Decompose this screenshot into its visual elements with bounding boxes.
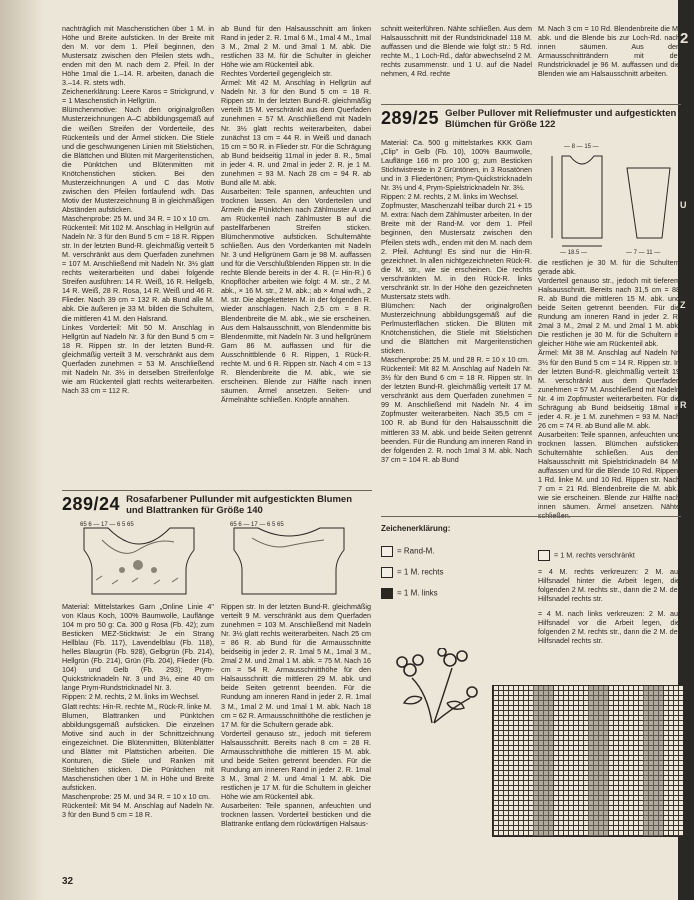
paragraph: Zopfmuster, Maschenzahl teilbar durch 21 + 15 M. extra: Nach dem Zählmuster arbeiten. In der Breite mit der Rand-M. vor dem 1. Pfeil beginnen, den Mustersatz zwischen den Pfeilen stets wdh., enden mit den M. nach dem 2. Pfeil. Achtung! Es sind nur die Hin-R. gezeichnet. In allen nichtgezeichneten Rück-R. die M. str., wie sie erscheinen. Die rechts verschränkten M. in den Rück-R. links verschränkt str. In der Höhe den gezeichneten Mustersatz stets wdh. [381, 201, 533, 301]
legend-item: = 4 M. nach links verkreuzen: 2 M. auf Hilfsnadel vor die Arbeit legen, die folgenden 2 M. rechts str., dann die 2 M. der Hilfsnadel rechts str. [538, 609, 680, 646]
schematic-label: 65 6 — 17 — 6 5 65 [230, 522, 284, 528]
paragraph: nachträglich mit Maschenstichen über 1 M. in Höhe und Breite aufsticken. In der Breite mit den M. vor dem 1. Pfeil beginnen, den Mustersatz zwischen den Pfeilen stets wdh., enden mit den M. nach dem 2. Pfeil. In der Höhe 1mal die 1.–14. R. arbeiten, danach die 3.–14. R. stets wdh. [62, 24, 214, 88]
paragraph: Zeichenerklärung: Leere Karos = Strickgrund, v = 1 Maschenstich in Hellgrün. [62, 87, 214, 106]
text-column-2-lower [221, 602, 371, 828]
paragraph: Blumen, Blattranken und Pünktchen abbildungsgemäß aufsticken. Die einzelnen Motive sind auch in der Schnittzeichnung eingezeichnet. Die Blütenmitten, Blütenblätter und Blätter mit Plattstichen arbeiten. Die Konturen, die Stiele und Ranken mit Stielstichen sticken. Die Pünktchen mit Maschenstichen über 1 M. in Höhe und Breite aufsticken. [62, 710, 214, 792]
legend-title: Zeichenerklärung: [381, 524, 451, 533]
paragraph: ab Bund für den Halsausschnitt am linken Rand in jeder 2. R. 1mal 6 M., 1mal 4 M., 1mal 3 M., 2mal 2 M. und 3mal 1 M. abk. Die restlichen 33 M. für die Schulter in gleicher Höhe wie am Rückenteil abk. [221, 24, 371, 70]
edge-letter: Z [680, 300, 686, 310]
paragraph: Vorderteil genauso str., jedoch mit tieferem Halsausschnitt. Bereits nach 31,5 cm = 88 R. ab Bund die mittleren 15 M. abk. und beide Seiten getrennt beenden. Für die Rundung am inneren Rand in jeder 2. R. 2mal 3 M., 2mal 2 M. und 2mal 1 M. abk. Die restlichen je 30 M. für die Schultern in gleicher Höhe wie am Rückenteil abk. [538, 276, 680, 349]
flower-motif [133, 560, 143, 570]
edge-letter: R [680, 400, 687, 410]
flower-motif [119, 567, 125, 573]
paragraph: Blümchen: Nach der originalgroßen Musterzeichnung abbildungsgemäß auf die Perlmusterflächen sticken. Die Blüten mit Knötchenstichen, die Stiele mit Stielstichen und die Blättchen mit Margeritenstichen sticken. [381, 300, 532, 356]
edge-letter: U [680, 200, 687, 210]
knit-stitch-icon [381, 567, 393, 578]
pattern-number: 289/24 [62, 494, 121, 514]
purl-stitch-icon [381, 588, 393, 599]
schematic-label: — 18.5 — [560, 250, 588, 256]
page-number: 32 [62, 876, 74, 887]
schematic-label: 65 6 — 17 — 6 5 65 [80, 522, 134, 528]
paragraph: Maschenprobe: 25 M. und 28 R. = 10 x 10 cm. [381, 355, 530, 365]
paragraph: Ausarbeiten: Teile spannen, anfeuchten und trocknen lassen. Vorderteil besticken und die Blattranke entlang dem rückwärtigen Halsaus- [221, 801, 371, 829]
paragraph: Vorderteil genauso str., jedoch mit tieferem Halsausschnitt. Bereits nach 8 cm = 28 R. Armausschnitthöhe die mittleren 15 M. abk. und beide Seiten getrennt beenden. Für die Rundung am inneren Rand in jeder 2. R. 1mal 3 M., 3mal 2 M. und 4mal 1 M. abk. Die restlichen je 17 M. für die Schultern in gleicher Höhe wie am Rückenteil abk. [221, 728, 371, 801]
schematic-label: — 8 — 15 — [564, 144, 599, 150]
divider [381, 104, 681, 105]
paragraph: Material: Mittelstarkes Garn „Online Linie 4" von Klaus Koch, 100% Baumwolle, Lauflänge 104 m pro 50 g: Ca. 300 g Rosa (Fb. 42); zum Besticken MEZ-Sticktwist: Je ein Strang Hellblau (Fb. 117), Lavendelblau (Fb. 118), helles Blaugrün (Fb. 928), Gelbgrün (Fb. 214), Hellgrün (Fb. 214), Grün (Fb. 204), Flieder (Fb. 104) und Gelb (Fb. 293); Prym-Quickstricknadeln Nr. 3 und 3½, eine 40 cm lange Prym-Rundstricknadel Nr. 3. [62, 602, 214, 693]
paragraph: Linkes Vorderteil: Mit 50 M. Anschlag in Hellgrün auf Nadeln Nr. 3 für den Bund 5 cm = 18 R. Rippen str. In der letzten Bund-R. gleichmäßig verteilt 3 M. verschränkt aus dem Querfaden zunehmen = 53 M. Anschließend mit Nadeln Nr. 3½ in derselben Streifenfolge wie am Rückenteil glatt rechts weiterarbeiten. Nach 33 cm = 112 R. [62, 322, 214, 395]
chart-cable-column [588, 686, 608, 836]
paragraph: Rippen str. In der letzten Bund-R. gleichmäßig verteilt 9 M. verschränkt aus dem Querfaden zunehmen = 103 M. Anschließend mit Nadeln Nr. 3½ glatt rechts weiterarbeiten. Nach 25 cm = 86 R. ab Bund für die Armausschnitte beidseitig in jeder 2. R. 1mal 5 M., 1mal 3 M., 2mal 2 M. und 2mal 1 M. abk. = 75 M. Nach 16 cm = 54 R. Armausschnitthöhe für den Halsausschnitt die mittleren 29 M. abk. und beide Seiten getrennt beenden. Für die Rundung am inneren Rand in jeder 2. R. 1mal 3 M., 1mal 2 M. und 1mal 1 M. abk. Nach 18 cm = 62 R. Armausschnitthöhe die restlichen je 17 M. für die Schultern gerade abk. [221, 602, 372, 729]
twisted-stitch-icon [538, 550, 550, 561]
edge-letter: 2 [680, 30, 689, 47]
legend-item: = Rand-M. [381, 546, 531, 557]
text-column-4-lower [538, 258, 680, 520]
paragraph: Rückenteil: Mit 102 M. Anschlag in Hellgrün auf Nadeln Nr. 3 für den Bund 5 cm = 18 R. Rippen str. In der letzten Bund-R. gleichmäßig verteilt 5 M. verschränkt aus dem Querfaden zunehmen = 107 M. Anschließend mit Nadeln Nr. 3½ glatt rechts weiterarbeiten und dabei folgende Streifen ausführen: 14 R. Weiß, 16 R. Hellgelb, 14 R. Weiß, 28 R. Rosa, 14 R. Weiß und 46 R. Flieder. Nach 39 cm = 132 R. ab Bund alle M. abk. Die äußeren je 33 M. bilden die Schultern, die mittleren 41 M. den Halsrand. [62, 223, 214, 323]
page-spine-shadow [0, 0, 42, 900]
schematic-label: — 7 — 11 — [626, 250, 661, 256]
paragraph: schnitt weiterführen. Nähte schließen. Aus dem Halsausschnitt mit der Rundstricknadel 118 M. auffassen und die Blende wie folgt str.: 5 Rd. rechte M., 1 Loch-Rd., dafür abwechselnd 2 M. rechts zusammenstr. und 1 U. auf die Nadel nehmen, 4 Rd. rechte [381, 24, 532, 79]
legend-right [538, 550, 680, 645]
edge-stitch-icon [381, 546, 393, 557]
divider [381, 516, 681, 517]
paragraph: Blümchenmotive: Nach den originalgroßen Musterzeichnungen A–C abbildungsgemäß auf die weißen Streifen der Vorderteile, des Rückenteils und der Ärmel sticken. Die Stiele und die geschwungenen Linien mit Stielstichen, die Blättchen und Blüten mit Margeritenstichen, die Pünktchen und Blütenmitten mit Knötchenstichen sticken. Bei den Musterzeichnungen A und C das Motiv zwischen den Pfeilen fortlaufend wdh. Das Motiv der Musterzeichnung B in gleichmäßigen Abständen aufsticken. [62, 105, 214, 214]
chart-cable-column [533, 686, 553, 836]
paragraph: Rechtes Vorderteil gegengleich str. [221, 69, 333, 79]
paragraph: Rippen: 2 M. rechts, 2 M. links im Wechsel. [62, 692, 200, 702]
legend-item: = 1 M. rechts [381, 567, 531, 578]
pattern-title: Rosafarbener Pullunder mit aufgestickten Blumen und Blattranken für Größe 140 [126, 494, 352, 516]
cable-knitting-chart [492, 685, 684, 837]
text-column-1 [62, 24, 214, 395]
paragraph: Material: Ca. 500 g mittelstarkes KKK Garn „Clip" in Gelb (Fb. 10), 100% Baumwolle, Lauflänge 166 m pro 100 g; zum Besticken Sticktwistreste in 2 Grüntönen, in 3 Rosatönen und in 3 Fliedertönen; Prym-Quickstricknadeln Nr. 3½ und 4, Prym-Spielstricknadeln Nr. 3½. [381, 138, 532, 193]
pattern-number: 289/25 [381, 108, 440, 128]
legend-left [381, 524, 531, 599]
divider [62, 490, 372, 491]
text-column-4 [538, 24, 680, 78]
pattern-heading-289-24 [62, 494, 372, 516]
flower-embroidery-motif [392, 648, 482, 728]
pattern-title: Gelber Pullover mit Reliefmuster und aufgestickten Blümchen für Größe 122 [445, 108, 677, 130]
paragraph: Maschenprobe: 25 M. und 34 R. = 10 x 10 cm. [62, 213, 211, 223]
legend-item: = 1 M. rechts verschränkt [538, 550, 680, 561]
garment-schematic-289-25 [542, 138, 682, 256]
chart-cable-column [643, 686, 663, 836]
legend-item: = 4 M. rechts verkreuzen: 2 M. auf Hilfsnadel hinter die Arbeit legen, die folgenden 2 M. rechts str., dann die 2 M. der Hilfsnadel rechts str. [538, 567, 680, 604]
paragraph: Ausarbeiten: Teile spannen, anfeuchten und trocknen lassen. An den Vorderteilen und Ärmeln die Pünktchen nach Zählmuster A und am Rückenteil nach Zählmuster B auf die pastellfarbenen Streifen sticken. Blümchenmotive aufsticken. Schulternähte schließen. Aus den Vorderkanten mit Nadeln Nr. 3 und Hellgrünem Garn je 98 M. auffassen und für die Verschlußblenden Rippen str. In die rechte Blende bereits in der 4. R. (= Hin-R.) 6 Knopflöcher arbeiten wie folgt: 4 M. str., 2 M. abk., × 16 M. str., 2 M. abk.; ab × 4mal wdh., 2 M. str. Die abgeketteten M. in der folgenden R. wieder anschlagen. Nach 2,5 cm = 8 R. Blendenbreite die M. abk., wie sie erscheinen. Aus dem Halsausschnitt, von Blendenmitte bis Blendenmitte, mit Nadeln Nr. 3 und hellgrünem Garn 86 M. auffassen und für die Ausschnittblende 6 R. Rippen, 1 Rück-R. rechte M. und 6 R. Rippen str. Nach 4 cm = 13 R. Blendenbreite die M. abk., wie sie erscheinen. Blende zur Hälfte nach innen säumen. Ärmel ansetzen. Seiten- und Ärmelnähte schließen. Knöpfe annähen. [221, 186, 371, 404]
paragraph: M. Nach 3 cm = 10 Rd. Blendenbreite die M. abk. und die Blende bis zur Loch-Rd. nach innen säumen. Aus den Armausschnitträndern mit der Rundstricknadel je 96 M. auffassen und die Blenden wie am Halsausschnitt arbeiten. [538, 24, 680, 79]
paragraph: Ärmel: Mit 42 M. Anschlag in Hellgrün auf Nadeln Nr. 3 für den Bund 5 cm = 18 R. Rippen str. In der letzten Bund-R. gleichmäßig verteilt 15 M. verschränkt aus dem Querfaden zunehmen = 57 M. Anschließend mit Nadeln Nr. 3½ glatt rechts weiterarbeiten, dabei zunächst 13 cm = 44 R. in Weiß und danach 15 cm = 50 R. in Flieder str. Für die Schrägung ab Bund beidseitig 11mal in jeder 8. R., 5mal in jeder 4. R. und 2mal in jeder 2. R. je 1 M. zunehmen = 93 M. Nach 28 cm = 94 R. ab Bund alle M. abk. [221, 78, 371, 187]
flower-motif [151, 567, 157, 573]
paragraph: Rippen: 2 M. rechts, 2 M. links im Wechsel. [381, 192, 519, 202]
paragraph: Glatt rechts: Hin-R. rechte M., Rück-R. linke M. [62, 701, 212, 711]
legend-item: = 1 M. links [381, 588, 531, 599]
text-column-3-lower [381, 138, 532, 464]
text-column-3 [381, 24, 532, 78]
paragraph: die restlichen je 30 M. für die Schultern gerade abk. [538, 258, 680, 277]
text-column-1-lower [62, 602, 214, 819]
paragraph: Maschenprobe: 25 M. und 34 R. = 10 x 10 cm. [62, 791, 211, 801]
garment-schematic-289-24 [62, 520, 372, 598]
paragraph: Rückenteil: Mit 82 M. Anschlag auf Nadeln Nr. 3½ für den Bund 6 cm = 18 R. Rippen str. In der letzten Bund-R. gleichmäßig verteilt 17 M. verschränkt aus dem Querfaden zunehmen = 99 M. Anschließend mit Nadeln Nr. 4 im Zopfmuster weiterarbeiten. Nach 35,5 cm = 100 R. ab Bund für den Halsausschnitt die mittleren 33 M. abk. und beide Seiten getrennt beenden. Für die Rundung am inneren Rand in der folgenden 2. R. noch 1mal 3 M. abk. Nach 37 cm = 104 R. ab Bund [381, 364, 532, 464]
pattern-heading-289-25 [381, 108, 681, 130]
paragraph: Ausarbeiten: Teile spannen, anfeuchten und trocknen lassen. Blümchen aufsticken. Schulternähte schließen. Aus dem Halsausschnitt mit Spielstricknadeln 84 M. auffassen und für die Blende 10 Rd. Rippen, 1 Rd. linke M. und 10 Rd. Rippen str. Nach 7 cm = 21 Rd. Blendenbreite die M. abk., wie sie erscheinen. Blende zur Hälfte nach innen säumen. Ärmel ansetzen. Nähte [538, 429, 680, 512]
paragraph: Ärmel: Mit 38 M. Anschlag auf Nadeln Nr. 3½ für den Bund 5 cm = 14 R. Rippen str. In der letzten Bund-R. gleichmäßig verteilt 19 M. verschränkt aus dem Querfaden zunehmen = 57 M. Anschließend mit Nadeln Nr. 4 im Zopfmuster weiterarbeiten. Für die Schrägung ab Bund beidseitig 18mal in jeder 4. R. je 1 M. zunehmen = 93 M. Nach 26 cm = 74 R. ab Bund alle M. abk. [538, 348, 680, 430]
text-column-2 [221, 24, 371, 404]
paragraph: Rückenteil: Mit 94 M. Anschlag auf Nadeln Nr. 3 für den Bund 5 cm = 18 R. [62, 801, 214, 820]
